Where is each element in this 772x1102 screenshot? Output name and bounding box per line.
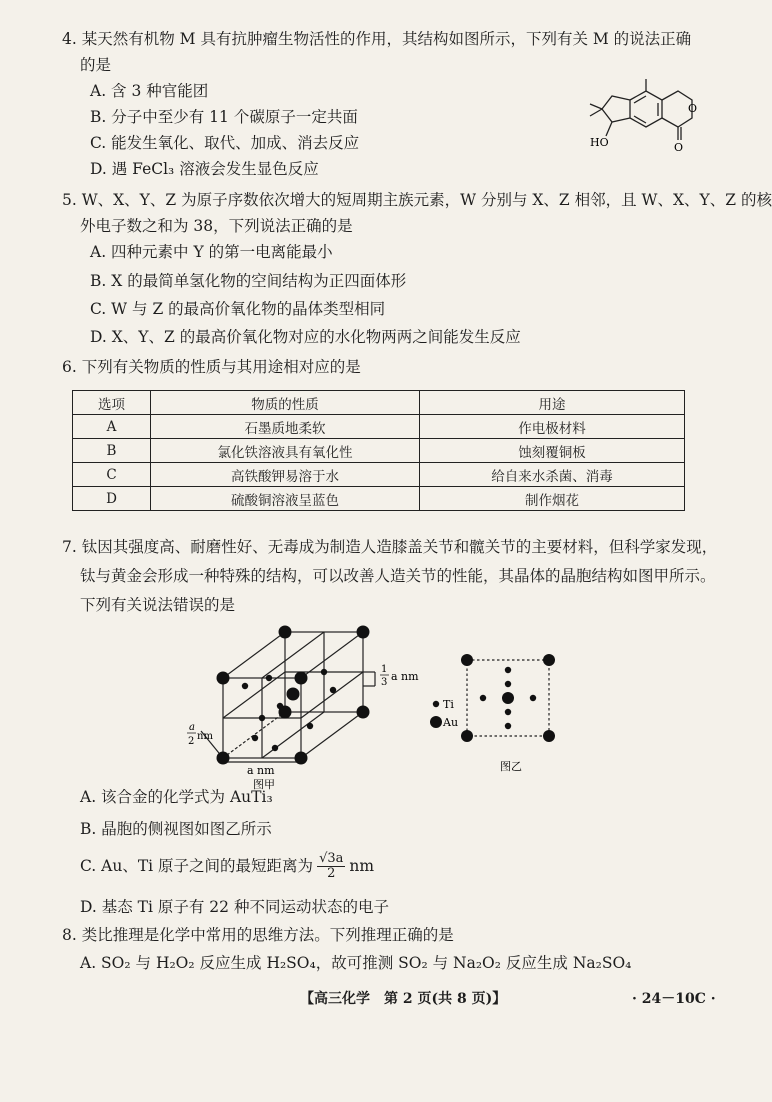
q5-option-b: B. X 的最简单氢化物的空间结构为正四面体形 [90,272,407,290]
page-footer-code: · 24－10C · [632,991,716,1007]
row-use: 给自来水杀菌、消毒 [420,463,685,487]
label-half-unit: nm [197,731,213,742]
header-use: 用途 [420,391,685,415]
q6-property-table [72,390,685,511]
q4-stem-line2: 的是 [80,56,112,74]
figure-yi-side-view [430,654,555,773]
q5-stem-line2: 外电子数之和为 38，下列说法正确的是 [80,217,353,235]
q7-stem-line2: 钛与黄金会形成一种特殊的结构，可以改善人造关节的性能，其晶体的晶胞结构如图甲所示。 [80,567,716,585]
q5-stem-line1: 5. W、X、Y、Z 为原子序数依次增大的短周期主族元素，W 分别与 X、Z 相邻，且 W、X、Y、Z 的核 [62,191,772,209]
q4-ho-label: HO [590,136,609,149]
q4-molecule-structure [570,76,700,166]
row-property: 氯化铁溶液具有氧化性 [151,439,420,463]
label-third-denominator: 3 [381,677,388,688]
row-label: D [73,487,151,511]
figure-jia-unit-cell [187,626,419,792]
page-footer-title: 【高三化学 第 2 页(共 8 页)】 [300,991,507,1007]
fraction-denominator: 2 [327,866,336,882]
figure-jia-caption: 图甲 [253,778,275,791]
legend-au-label: Au [443,716,459,729]
figure-yi-caption: 图乙 [500,760,522,773]
q7-stem-line1: 7. 钛因其强度高、耐磨性好、无毒成为制造人造膝盖关节和髋关节的主要材料，但科学家发现， [62,538,718,556]
row-label: B [73,439,151,463]
fraction-numerator: √3a [319,851,344,866]
q4-option-a: A. 含 3 种官能团 [90,82,209,100]
table-header-row [73,391,685,415]
table-row [73,487,685,511]
legend-ti-label: Ti [443,698,454,711]
label-third-numerator: 1 [381,664,388,675]
label-half-denominator: 2 [188,736,195,747]
table-row [73,439,685,463]
q7-option-b: B. 晶胞的侧视图如图乙所示 [80,820,272,838]
q7-option-c-fraction [317,852,345,882]
q5-option-c: C. W 与 Z 的最高价氧化物的晶体类型相同 [90,300,386,318]
q4-option-d: D. 遇 FeCl₃ 溶液会发生显色反应 [90,160,319,178]
row-use: 作电极材料 [420,415,685,439]
row-property: 硫酸铜溶液呈蓝色 [151,487,420,511]
row-label: C [73,463,151,487]
q5-option-d: D. X、Y、Z 的最高价氧化物对应的水化物两两之间能发生反应 [90,328,521,346]
row-property: 高铁酸钾易溶于水 [151,463,420,487]
q7-crystal-figures [175,618,605,791]
label-a-nm: a nm [247,764,275,777]
row-use: 制作烟花 [420,487,685,511]
q7-option-c-unit: nm [349,857,375,876]
q6-stem: 6. 下列有关物质的性质与其用途相对应的是 [62,358,361,376]
q5-option-a: A. 四种元素中 Y 的第一电离能最小 [90,243,333,261]
q7-option-c [80,852,374,882]
table-row [73,415,685,439]
q7-option-c-text: C. Au、Ti 原子之间的最短距离为 [80,857,314,876]
q4-carbonyl-oxygen-label: O [674,141,684,154]
row-label: A [73,415,151,439]
q4-option-c: C. 能发生氧化、取代、加成、消去反应 [90,134,360,152]
q4-stem-line1: 4. 某天然有机物 M 具有抗肿瘤生物活性的作用，其结构如图所示，下列有关 M 的说法正确 [62,30,692,48]
row-property: 石墨质地柔软 [151,415,420,439]
row-use: 蚀刻覆铜板 [420,439,685,463]
q8-option-a: A. SO₂ 与 H₂O₂ 反应生成 H₂SO₄，故可推测 SO₂ 与 Na₂O₂ 反应生成 Na₂SO₄ [80,954,632,972]
q4-ring-oxygen-label: O [688,102,698,115]
table-row [73,463,685,487]
q8-stem: 8. 类比推理是化学中常用的思维方法。下列推理正确的是 [62,926,454,944]
label-third-unit: a nm [391,670,419,683]
header-option: 选项 [73,391,151,415]
label-half-numerator: a [189,722,195,733]
q7-option-a: A. 该合金的化学式为 AuTi₃ [80,788,273,806]
q7-stem-line3: 下列有关说法错误的是 [80,596,236,614]
q7-option-d: D. 基态 Ti 原子有 22 种不同运动状态的电子 [80,898,389,916]
q4-option-b: B. 分子中至少有 11 个碳原子一定共面 [90,108,358,126]
header-property: 物质的性质 [151,391,420,415]
